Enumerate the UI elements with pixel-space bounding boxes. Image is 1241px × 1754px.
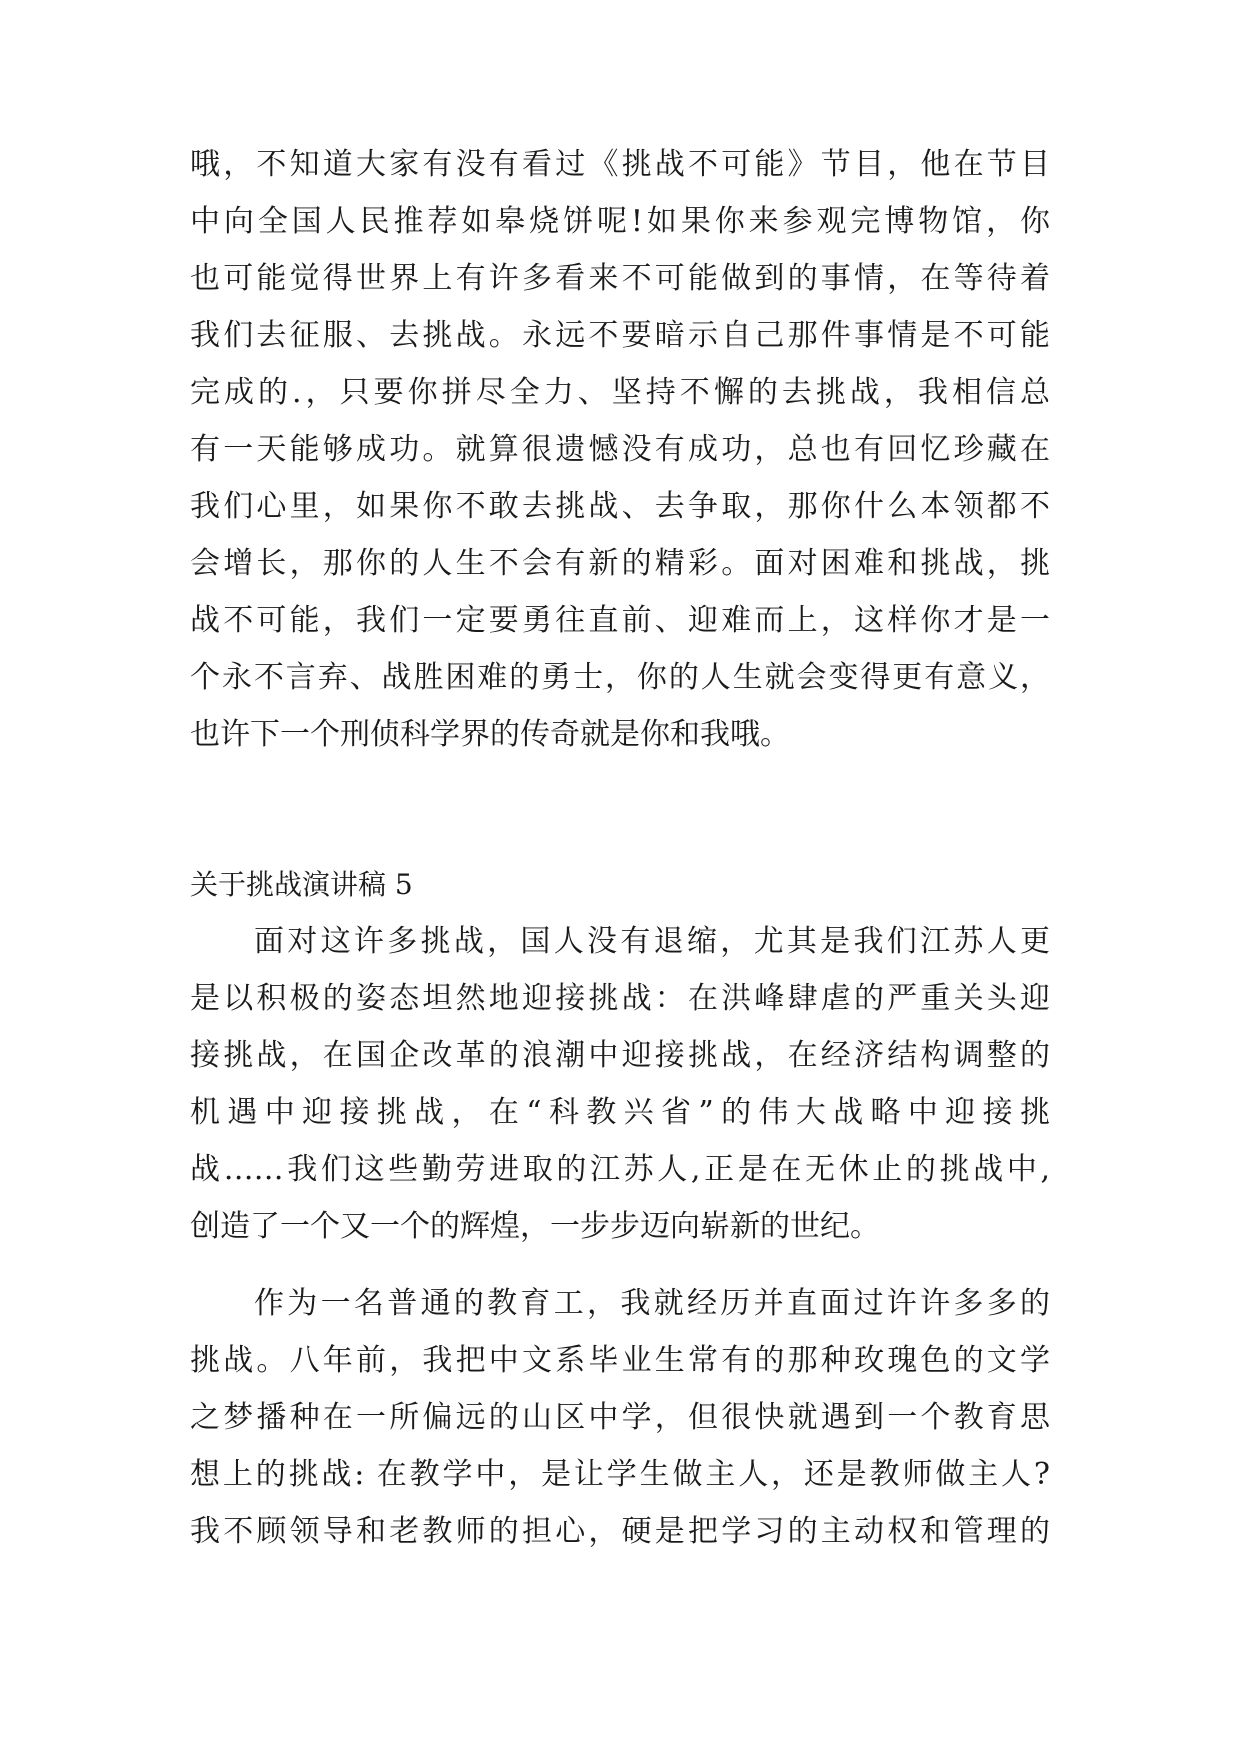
text-line: 中向全国人民推荐如皋烧饼呢!如果你来参观完博物馆，你 bbox=[190, 204, 1050, 239]
text-line: 作为一名普通的教育工，我就经历并直面过许许多多的 bbox=[254, 1286, 1050, 1321]
text-line: 个永不言弃、战胜困难的勇士，你的人生就会变得更有意义， bbox=[190, 660, 1050, 695]
text-line: 战……我们这些勤劳进取的江苏人,正是在无休止的挑战中, bbox=[190, 1152, 1050, 1187]
text-line: 是以积极的姿态坦然地迎接挑战：在洪峰肆虐的严重关头迎 bbox=[190, 981, 1050, 1016]
text-line: 哦，不知道大家有没有看过《挑战不可能》节目，他在节目 bbox=[190, 147, 1050, 182]
text-line: 之梦播种在一所偏远的山区中学，但很快就遇到一个教育思 bbox=[190, 1400, 1050, 1435]
text-line: 也许下一个刑侦科学界的传奇就是你和我哦。 bbox=[190, 717, 790, 752]
text-line: 完成的.，只要你拼尽全力、坚持不懈的去挑战，我相信总 bbox=[190, 375, 1050, 410]
text-line: 我不顾领导和老教师的担心，硬是把学习的主动权和管理的 bbox=[190, 1514, 1050, 1549]
text-line: 会增长，那你的人生不会有新的精彩。面对困难和挑战，挑 bbox=[190, 546, 1050, 581]
text-line: 想上的挑战: 在教学中，是让学生做主人，还是教师做主人? bbox=[190, 1457, 1050, 1492]
text-line: 挑战。八年前，我把中文系毕业生常有的那种玫瑰色的文学 bbox=[190, 1343, 1050, 1378]
text-line: 有一天能够成功。就算很遗憾没有成功，总也有回忆珍藏在 bbox=[190, 432, 1050, 467]
text-line: 创造了一个又一个的辉煌，一步步迈向崭新的世纪。 bbox=[190, 1209, 880, 1244]
text-line: 也可能觉得世界上有许多看来不可能做到的事情，在等待着 bbox=[190, 261, 1050, 296]
text-line: 接挑战，在国企改革的浪潮中迎接挑战，在经济结构调整的 bbox=[190, 1038, 1050, 1073]
text-line: 战不可能，我们一定要勇往直前、迎难而上，这样你才是一 bbox=[190, 603, 1050, 638]
text-line: 我们心里，如果你不敢去挑战、去争取，那你什么本领都不 bbox=[190, 489, 1050, 524]
text-line: 机遇中迎接挑战，在“科教兴省”的伟大战略中迎接挑 bbox=[190, 1095, 1050, 1130]
text-line: 我们去征服、去挑战。永远不要暗示自己那件事情是不可能 bbox=[190, 318, 1050, 353]
text-line: 面对这许多挑战，国人没有退缩，尤其是我们江苏人更 bbox=[254, 924, 1050, 959]
section-title: 关于挑战演讲稿 5 bbox=[190, 868, 413, 901]
